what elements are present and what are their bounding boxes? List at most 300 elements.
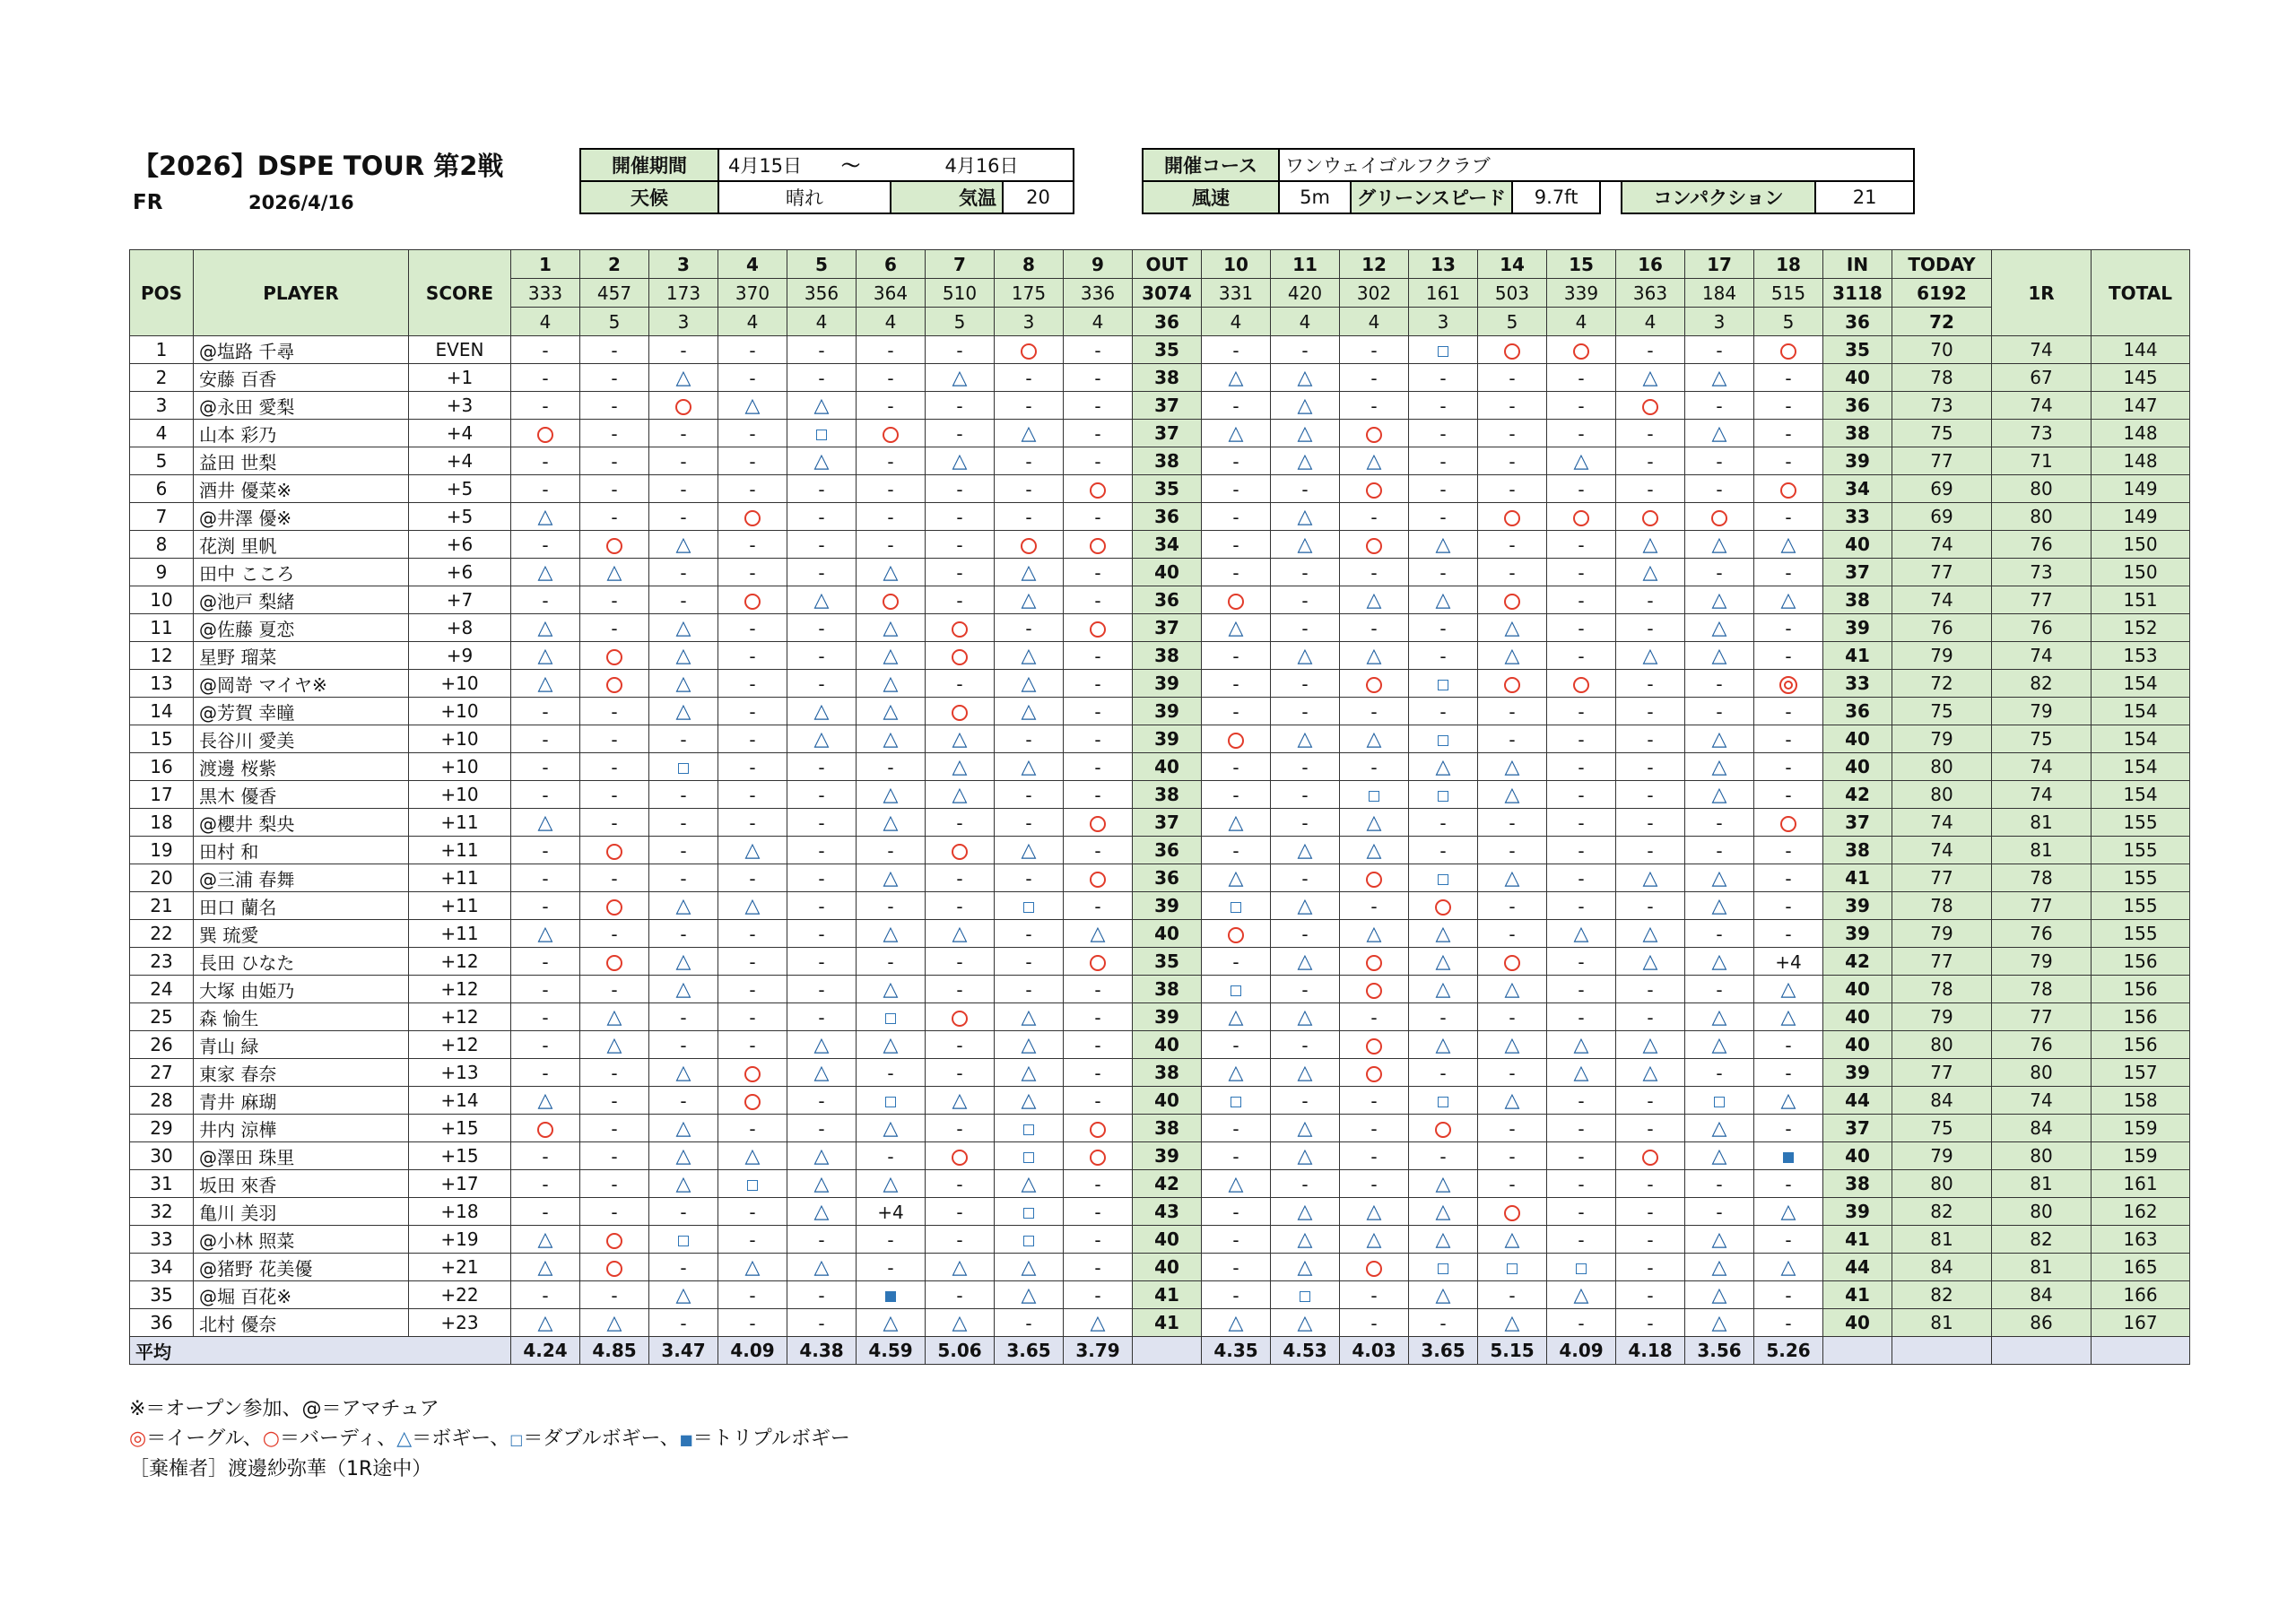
player-position: 8	[130, 531, 194, 559]
par-mark: -	[1785, 1284, 1792, 1306]
par-mark: -	[818, 339, 825, 361]
hole-yardage: 510	[926, 279, 995, 308]
player-in: 38	[1823, 420, 1892, 447]
par-mark: -	[1232, 1145, 1239, 1167]
par-mark: -	[1578, 589, 1585, 612]
hole-result	[511, 1226, 580, 1254]
bogey-icon: △	[537, 1228, 553, 1252]
hole-result	[1547, 1309, 1616, 1337]
hole-par: 3	[1409, 308, 1478, 336]
hole-result	[1547, 1254, 1616, 1281]
player-today: 74	[1892, 586, 1992, 614]
player-score: +11	[409, 920, 511, 948]
hole-result	[1478, 1281, 1547, 1309]
hole-result	[787, 1281, 857, 1309]
hole-result	[580, 1115, 649, 1142]
player-name: 酒井 優菜※	[194, 475, 409, 503]
birdie-icon	[952, 844, 968, 860]
bogey-icon: △	[1228, 367, 1244, 390]
par-mark: -	[1232, 1228, 1239, 1251]
par-mark: -	[1716, 978, 1723, 1001]
par-mark: -	[956, 422, 963, 445]
hole-result	[1340, 837, 1409, 864]
table-row	[130, 392, 2190, 420]
hole-result	[787, 1226, 857, 1254]
bogey-icon: △	[1504, 617, 1520, 640]
par-mark: -	[1785, 1117, 1792, 1140]
hole-yardage: 333	[511, 279, 580, 308]
birdie-icon	[1504, 510, 1520, 526]
double-bogey-icon: □	[509, 1431, 524, 1448]
player-in: 40	[1823, 1142, 1892, 1170]
player-name: 益田 世梨	[194, 447, 409, 475]
course-name: ワンウェイゴルフクラブ	[1279, 149, 1914, 181]
hole-yardage: 364	[857, 279, 926, 308]
hole-result	[1409, 1003, 1478, 1031]
hole-result	[1340, 753, 1409, 781]
hole-result	[1340, 1142, 1409, 1170]
triple-bogey-icon	[885, 1291, 896, 1302]
bogey-icon: △	[1711, 1034, 1727, 1057]
player-1r: 78	[1992, 864, 2092, 892]
par-mark: -	[1647, 978, 1654, 1001]
hole-result	[1064, 531, 1133, 559]
hole-result	[857, 447, 926, 475]
player-total: 148	[2092, 447, 2190, 475]
hole-result	[1064, 1198, 1133, 1226]
hole-result	[1202, 837, 1271, 864]
hole-result	[926, 781, 995, 809]
player-today: 80	[1892, 781, 1992, 809]
par-mark: -	[1094, 339, 1101, 361]
hole-result	[1754, 781, 1823, 809]
par-mark: -	[542, 1006, 549, 1028]
bogey-icon: △	[675, 617, 691, 640]
hole-result	[1754, 1226, 1823, 1254]
hole-result	[1547, 392, 1616, 420]
par-mark: -	[1439, 478, 1447, 500]
player-in: 39	[1823, 447, 1892, 475]
par-mark: -	[1578, 1173, 1585, 1195]
par-mark: -	[1370, 617, 1378, 639]
birdie-icon	[1021, 538, 1037, 554]
par-mark: -	[1301, 700, 1309, 723]
hole-average: 4.09	[718, 1337, 787, 1365]
par-mark: -	[1716, 700, 1723, 723]
hole-result	[649, 892, 718, 920]
par-mark: -	[956, 1228, 963, 1251]
player-score: +11	[409, 809, 511, 837]
par-mark: -	[1647, 1284, 1654, 1306]
hole-par: 5	[1478, 308, 1547, 336]
par-mark: -	[887, 839, 894, 862]
bogey-icon: △	[606, 561, 622, 585]
hole-result	[1202, 642, 1271, 670]
player-total: 145	[2092, 364, 2190, 392]
hole-result	[1685, 837, 1754, 864]
player-today: 79	[1892, 920, 1992, 948]
hole-result	[718, 920, 787, 948]
par-mark: -	[1509, 812, 1516, 834]
hole-number: 15	[1547, 250, 1616, 279]
player-position: 15	[130, 725, 194, 753]
par-mark: -	[1301, 1173, 1309, 1195]
hole-result	[580, 1059, 649, 1087]
hole-result	[1409, 725, 1478, 753]
par-mark: -	[611, 589, 618, 612]
hole-number: 10	[1202, 250, 1271, 279]
player-1r: 73	[1992, 559, 2092, 586]
hole-result	[718, 1254, 787, 1281]
player-position: 9	[130, 559, 194, 586]
hole-result	[1616, 1170, 1685, 1198]
double-bogey-icon	[1023, 1236, 1034, 1246]
player-out: 34	[1133, 531, 1202, 559]
par-mark: -	[1025, 506, 1032, 528]
hole-result	[1754, 1115, 1823, 1142]
par-mark: -	[887, 478, 894, 500]
hole-result	[1616, 559, 1685, 586]
player-in: 40	[1823, 1003, 1892, 1031]
table-row	[130, 586, 2190, 614]
par-mark: -	[887, 506, 894, 528]
par-mark: -	[1647, 839, 1654, 862]
bogey-icon: △	[883, 784, 899, 807]
hole-result	[1271, 475, 1340, 503]
birdie-icon	[744, 510, 761, 526]
bogey-icon: △	[883, 1117, 899, 1141]
average-label: 平均	[130, 1337, 511, 1365]
par-mark: -	[749, 422, 756, 445]
hole-result	[857, 892, 926, 920]
par-mark: -	[1025, 617, 1032, 639]
hole-result	[1616, 698, 1685, 725]
hole-result	[1064, 698, 1133, 725]
average-empty	[2092, 1337, 2190, 1365]
par-mark: -	[1509, 839, 1516, 862]
hole-result	[1409, 614, 1478, 642]
par-mark: -	[1578, 1312, 1585, 1334]
par-mark: -	[1578, 367, 1585, 389]
hole-result	[787, 837, 857, 864]
player-position: 14	[130, 698, 194, 725]
hole-result	[649, 1003, 718, 1031]
hole-result	[995, 1170, 1064, 1198]
par-mark: -	[542, 395, 549, 417]
par-mark: -	[542, 700, 549, 723]
hole-result	[1202, 698, 1271, 725]
par-mark: -	[1301, 339, 1309, 361]
hole-result	[857, 1142, 926, 1170]
par-mark: -	[1716, 673, 1723, 695]
player-1r: 84	[1992, 1115, 2092, 1142]
table-row	[130, 614, 2190, 642]
par-mark: -	[611, 784, 618, 806]
par-mark: -	[1578, 812, 1585, 834]
hole-result	[580, 475, 649, 503]
birdie-icon	[1366, 955, 1382, 971]
par-mark: -	[1232, 700, 1239, 723]
par-mark: -	[818, 1006, 825, 1028]
birdie-icon	[952, 621, 968, 638]
bogey-icon: △	[1366, 812, 1382, 835]
player-total: 155	[2092, 920, 2190, 948]
notes-symbols	[129, 1424, 850, 1454]
par-mark: -	[749, 673, 756, 695]
player-today: 84	[1892, 1087, 1992, 1115]
par-mark: -	[1025, 923, 1032, 945]
bogey-icon: △	[1366, 728, 1382, 751]
player-name: @小林 照菜	[194, 1226, 409, 1254]
player-out: 37	[1133, 614, 1202, 642]
table-row	[130, 1059, 2190, 1087]
hole-result	[1547, 948, 1616, 976]
player-score: +11	[409, 837, 511, 864]
hole-result	[787, 336, 857, 364]
bogey-icon: △	[606, 1006, 622, 1029]
birdie-icon	[1504, 343, 1520, 360]
bogey-icon: △	[1435, 1034, 1451, 1057]
player-1r: 74	[1992, 392, 2092, 420]
birdie-icon	[744, 594, 761, 610]
player-score: +4	[409, 447, 511, 475]
hole-result	[787, 475, 857, 503]
birdie-icon	[606, 1233, 622, 1249]
par-mark: -	[1785, 367, 1792, 389]
hole-result	[1547, 642, 1616, 670]
col-out-header: OUT	[1133, 250, 1202, 279]
par-mark: -	[1716, 478, 1723, 500]
hole-result	[580, 837, 649, 864]
bogey-icon: △	[883, 645, 899, 668]
hole-par: 4	[857, 308, 926, 336]
hole-result	[649, 948, 718, 976]
par-mark: -	[749, 645, 756, 667]
par-mark: -	[1785, 867, 1792, 890]
par-mark: -	[542, 1284, 549, 1306]
par-mark: -	[1647, 450, 1654, 473]
hole-result	[1547, 503, 1616, 531]
hole-result	[857, 503, 926, 531]
hole-result	[1616, 864, 1685, 892]
hole-result	[1064, 1031, 1133, 1059]
double-bogey-icon	[1438, 346, 1448, 357]
par-mark: -	[542, 534, 549, 556]
player-position: 11	[130, 614, 194, 642]
hole-result	[1616, 364, 1685, 392]
hole-result	[787, 1115, 857, 1142]
course-label: 開催コース	[1143, 149, 1279, 181]
hole-result	[1616, 392, 1685, 420]
table-row	[130, 670, 2190, 698]
hole-result	[1202, 1170, 1271, 1198]
player-in: 36	[1823, 392, 1892, 420]
par-mark: -	[1439, 1145, 1447, 1167]
hole-result	[1754, 725, 1823, 753]
par-mark: -	[1578, 1201, 1585, 1223]
hole-result	[1754, 809, 1823, 837]
bogey-icon: △	[1642, 923, 1658, 946]
bogey-icon: △	[675, 1173, 691, 1196]
hole-par: 4	[1340, 308, 1409, 336]
hole-result	[995, 725, 1064, 753]
par-mark: -	[1370, 1312, 1378, 1334]
hole-average: 3.79	[1064, 1337, 1133, 1365]
hole-yardage: 457	[580, 279, 649, 308]
par-mark: -	[611, 1201, 618, 1223]
player-out: 35	[1133, 475, 1202, 503]
player-today: 75	[1892, 1115, 1992, 1142]
hole-result	[580, 364, 649, 392]
par-mark: -	[1716, 561, 1723, 584]
double-bogey-icon	[1369, 791, 1379, 802]
hole-result	[926, 475, 995, 503]
hole-result	[926, 392, 995, 420]
bogey-icon: △	[1297, 839, 1313, 863]
hole-result	[857, 1087, 926, 1115]
hole-result	[1340, 586, 1409, 614]
par-mark: -	[611, 1117, 618, 1140]
birdie-icon	[1228, 594, 1244, 610]
player-score: +3	[409, 392, 511, 420]
par-mark: -	[956, 1034, 963, 1056]
hole-result	[1064, 948, 1133, 976]
player-out: 36	[1133, 864, 1202, 892]
birdie-icon	[1090, 872, 1106, 888]
par-mark: -	[887, 1062, 894, 1084]
par-mark: -	[1439, 450, 1447, 473]
par-mark: -	[887, 895, 894, 917]
player-out: 40	[1133, 1087, 1202, 1115]
player-in: 44	[1823, 1254, 1892, 1281]
player-1r: 76	[1992, 531, 2092, 559]
player-position: 16	[130, 753, 194, 781]
par-mark: -	[611, 700, 618, 723]
hole-result	[649, 1309, 718, 1337]
par-mark: -	[680, 784, 687, 806]
birdie-icon	[606, 844, 622, 860]
par-mark: -	[1094, 1228, 1101, 1251]
bogey-icon: △	[1021, 1062, 1037, 1085]
hole-result	[718, 642, 787, 670]
hole-result	[926, 948, 995, 976]
par-mark: -	[1094, 367, 1101, 389]
par-mark: -	[1025, 478, 1032, 500]
hole-result	[1409, 892, 1478, 920]
player-in: 37	[1823, 1115, 1892, 1142]
hole-result	[1547, 420, 1616, 447]
player-total: 159	[2092, 1115, 2190, 1142]
player-total: 155	[2092, 837, 2190, 864]
bogey-icon: △	[1780, 1256, 1796, 1280]
hole-result	[1547, 586, 1616, 614]
par-mark: -	[680, 1312, 687, 1334]
temperature-value: 20	[1003, 181, 1074, 213]
hole-result	[1478, 1031, 1547, 1059]
player-score: +19	[409, 1226, 511, 1254]
par-mark: -	[749, 534, 756, 556]
hole-result	[926, 447, 995, 475]
bogey-icon: △	[1021, 839, 1037, 863]
player-out: 37	[1133, 392, 1202, 420]
par-mark: -	[1094, 506, 1101, 528]
hole-result	[787, 1198, 857, 1226]
bogey-icon: △	[1642, 1062, 1658, 1085]
hole-result	[580, 420, 649, 447]
player-position: 21	[130, 892, 194, 920]
hole-result	[511, 864, 580, 892]
par-mark: -	[611, 506, 618, 528]
hole-result	[1271, 1226, 1340, 1254]
player-today: 76	[1892, 614, 1992, 642]
bogey-icon: △	[1435, 978, 1451, 1002]
par-mark: -	[956, 478, 963, 500]
hole-result	[787, 753, 857, 781]
bogey-icon: △	[1711, 1145, 1727, 1168]
hole-result	[511, 781, 580, 809]
par-mark: -	[680, 506, 687, 528]
par-mark: -	[1785, 395, 1792, 417]
hole-result	[1754, 420, 1823, 447]
hole-result	[649, 1170, 718, 1198]
bogey-icon: △	[1711, 1228, 1727, 1252]
par-mark: -	[887, 756, 894, 778]
player-out: 40	[1133, 920, 1202, 948]
bogey-icon: △	[675, 950, 691, 974]
par-mark: -	[1785, 784, 1792, 806]
hole-result	[926, 1115, 995, 1142]
hole-result	[787, 503, 857, 531]
player-in: 39	[1823, 892, 1892, 920]
par-mark: -	[611, 367, 618, 389]
par-mark: -	[1785, 700, 1792, 723]
par-mark: -	[887, 450, 894, 473]
bogey-icon: △	[1297, 950, 1313, 974]
hole-result	[1754, 1031, 1823, 1059]
par-mark: -	[956, 867, 963, 890]
hole-result	[857, 698, 926, 725]
hole-result	[1340, 864, 1409, 892]
bogey-icon: △	[744, 839, 761, 863]
player-total: 158	[2092, 1087, 2190, 1115]
hole-result	[857, 475, 926, 503]
hole-result	[511, 948, 580, 976]
hole-result	[995, 809, 1064, 837]
player-today: 78	[1892, 976, 1992, 1003]
total-par: 72	[1892, 308, 1992, 336]
bogey-icon: △	[1711, 867, 1727, 890]
par-mark: -	[887, 1228, 894, 1251]
player-name: 田村 和	[194, 837, 409, 864]
hole-result	[649, 559, 718, 586]
bogey-icon: △	[1573, 1062, 1589, 1085]
hole-result	[1409, 336, 1478, 364]
hole-result	[995, 1087, 1064, 1115]
hole-result	[1202, 420, 1271, 447]
bogey-icon: △	[1504, 784, 1520, 807]
par-mark: -	[1094, 645, 1101, 667]
hole-result	[511, 1031, 580, 1059]
player-1r: 80	[1992, 1142, 2092, 1170]
par-mark: -	[956, 1117, 963, 1140]
bogey-icon: △	[1297, 1228, 1313, 1252]
hole-result	[926, 892, 995, 920]
player-1r: 81	[1992, 837, 2092, 864]
bogey-icon: △	[1297, 450, 1313, 473]
par-mark: -	[1094, 784, 1101, 806]
player-position: 36	[130, 1309, 194, 1337]
player-out: 38	[1133, 364, 1202, 392]
